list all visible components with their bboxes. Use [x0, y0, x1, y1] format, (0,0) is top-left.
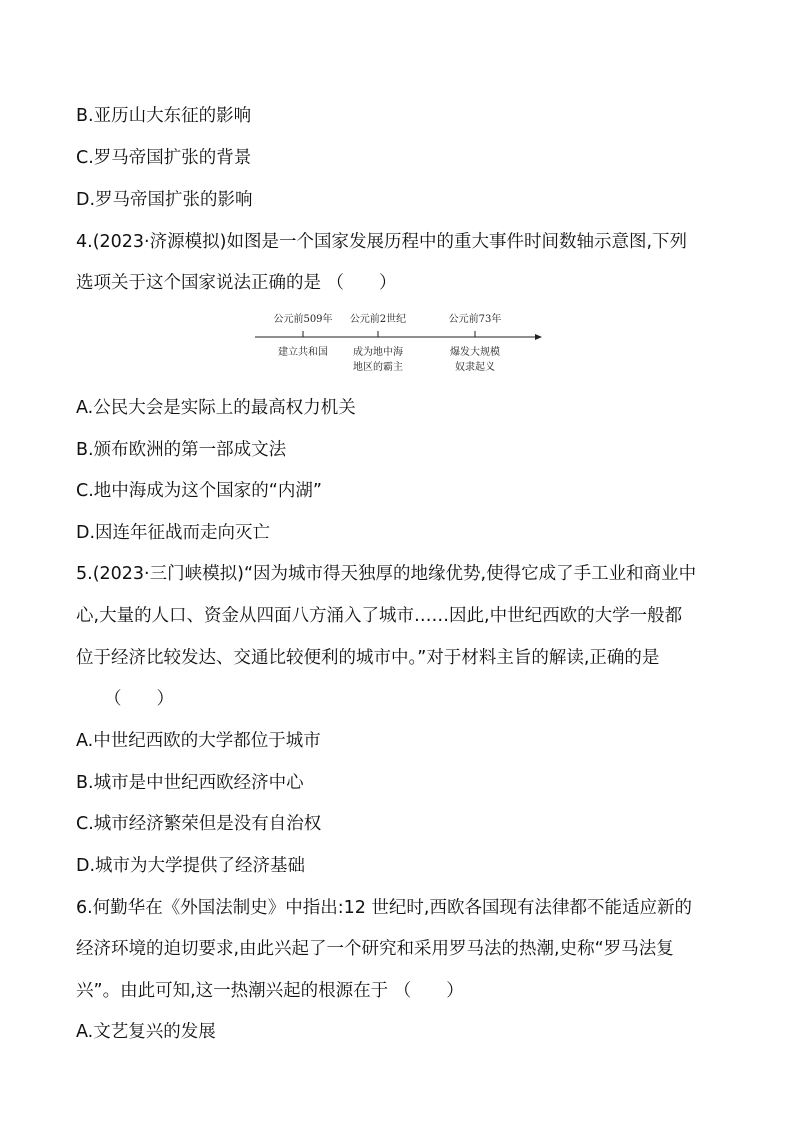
timeline-event-3-line-2: 奴隶起义	[455, 362, 495, 373]
q5-stem-line-1: 5.(2023·三门峡模拟)“因为城市得天独厚的地缘优势,使得它成了手工业和商业中	[76, 564, 697, 584]
q4-option-b: B.颁布欧洲的第一部成文法	[76, 440, 287, 460]
q6-stem-line-3: 兴”。由此可知,这一热潮兴起的根源在于 （ ）	[76, 981, 464, 1001]
q4-stem-line-1: 4.(2023·济源模拟)如图是一个国家发展历程中的重大事件时间数轴示意图,下列	[76, 232, 688, 252]
timeline-arrow	[535, 334, 542, 340]
q6-stem-line-1: 6.何勤华在《外国法制史》中指出:12 世纪时,西欧各国现有法律都不能适应新的	[76, 898, 692, 918]
q3-option-c: C.罗马帝国扩张的背景	[76, 148, 252, 168]
q5-option-c: C.城市经济繁荣但是没有自治权	[76, 814, 322, 834]
q4-option-d: D.因连年征战而走向灭亡	[76, 523, 271, 543]
q5-option-a: A.中世纪西欧的大学都位于城市	[76, 731, 321, 751]
timeline-date-1: 公元前509年	[273, 314, 333, 325]
q5-stem-line-2: 心,大量的人口、资金从四面八方涌入了城市……因此,中世纪西欧的大学一般都	[76, 606, 683, 626]
q6-stem-line-2: 经济环境的迫切要求,由此兴起了一个研究和采用罗马法的热潮,史称“罗马法复	[76, 939, 674, 959]
timeline-event-1: 建立共和国	[278, 347, 328, 358]
q5-option-d: D.城市为大学提供了经济基础	[76, 856, 306, 876]
timeline-event-2-line-2: 地区的霸主	[353, 362, 403, 373]
q5-stem-line-4: （ ）	[104, 689, 174, 709]
q4-stem-line-2: 选项关于这个国家说法正确的是 （ ）	[76, 273, 397, 293]
q4-option-c: C.地中海成为这个国家的“内湖”	[76, 481, 322, 501]
timeline-event-2-line-1: 成为地中海	[353, 347, 403, 358]
q3-option-b: B.亚历山大东征的影响	[76, 106, 252, 126]
q5-option-b: B.城市是中世纪西欧经济中心	[76, 773, 304, 793]
q6-option-a: A.文艺复兴的发展	[76, 1022, 216, 1042]
q3-option-d: D.罗马帝国扩张的影响	[76, 190, 253, 210]
timeline-date-3: 公元前73年	[448, 314, 502, 325]
timeline-event-3-line-1: 爆发大规模	[450, 347, 500, 358]
q5-stem-line-3: 位于经济比较发达、交通比较便利的城市中。”对于材料主旨的解读,正确的是	[76, 648, 660, 668]
timeline-date-2: 公元前2世纪	[349, 314, 407, 325]
q4-option-a: A.公民大会是实际上的最高权力机关	[76, 398, 356, 418]
